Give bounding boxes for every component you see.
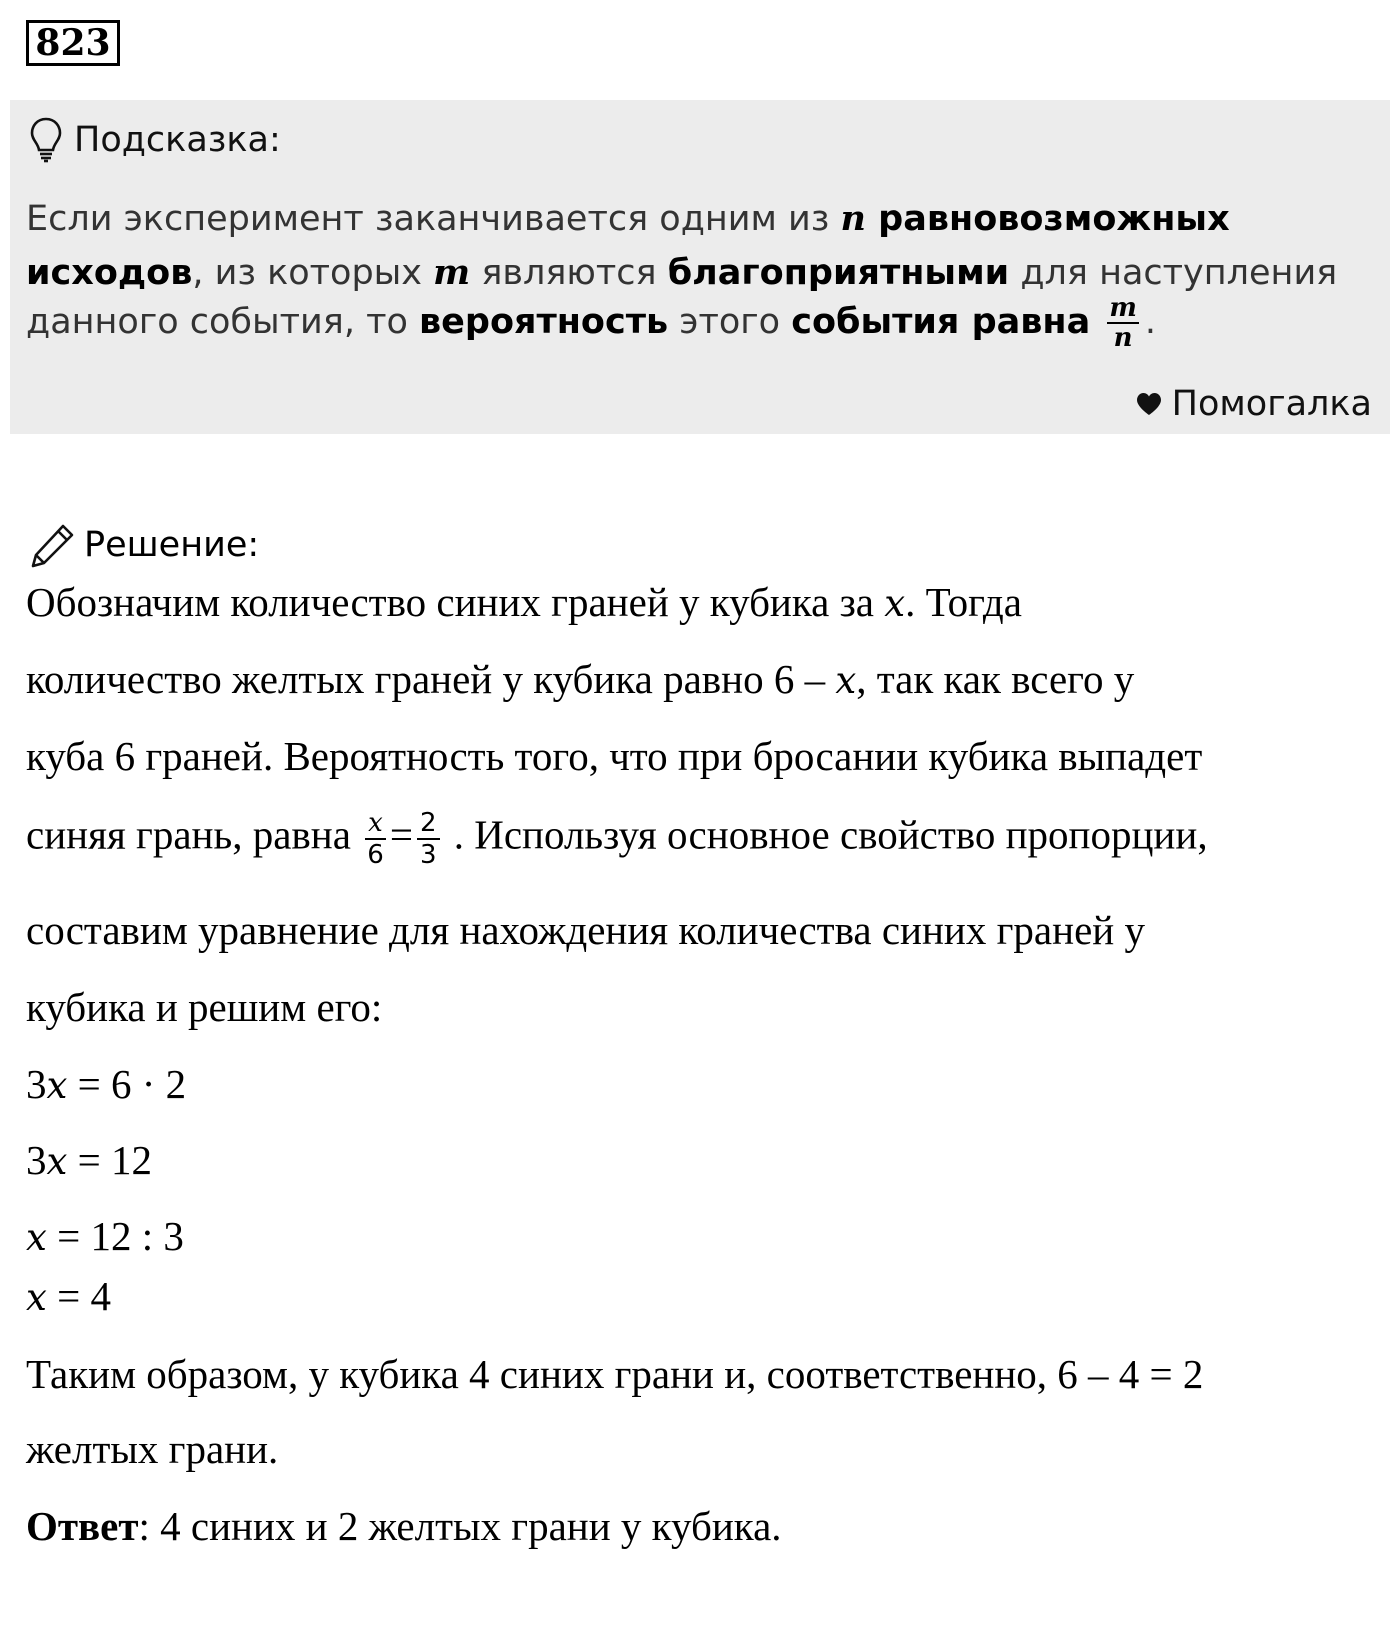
solution-line-7: Таким образом, у кубика 4 синих грани и, соответственно, 6 – 4 = 2	[26, 1351, 1204, 1397]
task-number: 823	[26, 20, 120, 66]
pencil-icon	[30, 522, 76, 568]
hint-header	[30, 115, 281, 165]
solution-header	[30, 522, 259, 568]
solution-line-6: кубика и решим его:	[26, 984, 383, 1030]
fraction-m-over-n: $\frac{m}{n}$	[1109, 293, 1137, 353]
solution-line-5: составим уравнение для нахождения количества синих граней у	[26, 907, 1145, 953]
var-n: n	[840, 198, 866, 239]
hint-line-3: данного события, то вероятность этого события равна $\frac{m}{n}$ .	[26, 293, 1156, 353]
fraction-2-over-3: $\frac{2}{3}$	[417, 808, 440, 870]
fraction-x-over-6: $\frac{x}{6}$	[365, 808, 386, 870]
lightbulb-icon	[30, 117, 62, 163]
answer-line	[26, 1502, 782, 1550]
equation-2: 3x = 12	[26, 1137, 152, 1183]
heart-icon	[1136, 392, 1162, 416]
hint-box	[10, 100, 1390, 434]
answer-text: : 4 синих и 2 желтых грани у кубика.	[138, 1503, 782, 1549]
answer-label: Ответ	[26, 1503, 139, 1549]
solution-line-4: синяя грань, равна $\frac{x}{6}$ = $\frac{2}{3}$ . Используя основное свойство пропорции,	[26, 808, 1208, 870]
solution-title: Решение:	[84, 525, 260, 565]
solution-line-8: желтых грани.	[26, 1426, 279, 1472]
hint-line-1: Если эксперимент заканчивается одним из n равновозможных	[26, 198, 1230, 239]
brand-label: Помогалка	[1136, 384, 1372, 424]
hint-title: Подсказка:	[74, 120, 281, 160]
solution-line-3: куба 6 граней. Вероятность того, что при бросании кубика выпадет	[26, 733, 1203, 779]
var-m: m	[433, 252, 471, 293]
equation-1: 3x = 6 · 2	[26, 1061, 187, 1107]
hint-line-2: исходов, из которых m являются благоприятными для наступления	[26, 252, 1338, 293]
equation-3: x = 12 : 3	[26, 1213, 184, 1259]
solution-line-2: количество желтых граней у кубика равно 6 – x, так как всего у	[26, 656, 1135, 702]
solution-line-1: Обозначим количество синих граней у кубика за x. Тогда	[26, 579, 1022, 625]
equation-4: x = 4	[26, 1273, 111, 1319]
